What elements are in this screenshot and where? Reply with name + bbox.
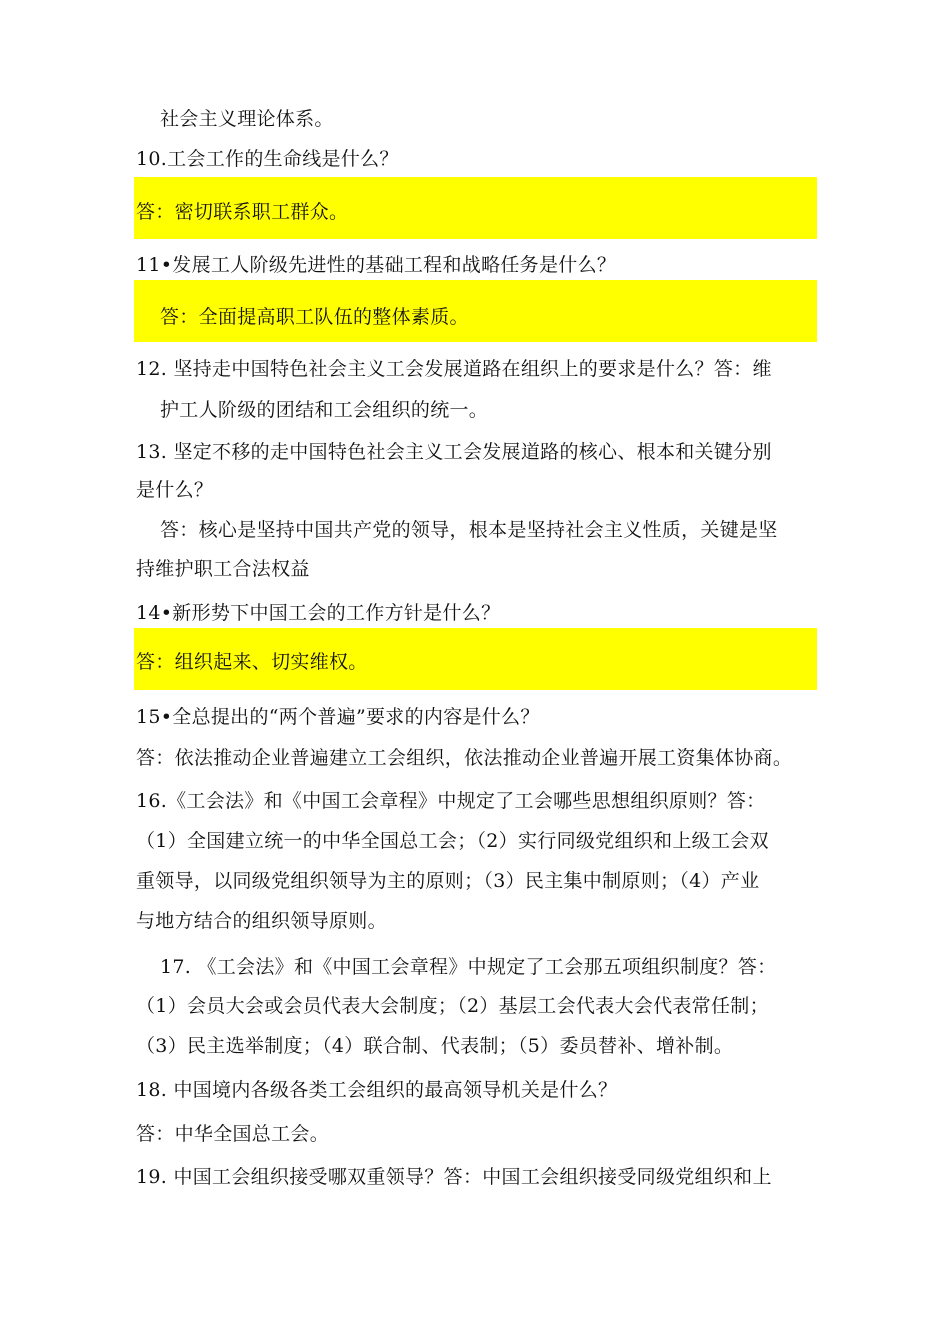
answer-17: （1）会员大会或会员代表大会制度；（2）基层工会代表大会代表常任制； (136, 995, 769, 1017)
answer-14: 答：组织起来、切实维权。 (136, 651, 368, 673)
question-16: 16.《工会法》和《中国工会章程》中规定了工会哪些思想组织原则？答： (136, 790, 766, 812)
answer-13: 答：核心是坚持中国共产党的领导，根本是坚持社会主义性质，关键是坚 (160, 519, 778, 541)
answer-16-continued: 重领导，以同级党组织领导为主的原则；（3）民主集中制原则；（4）产业 (136, 870, 760, 892)
text-line: 社会主义理论体系。 (160, 108, 334, 130)
answer-10: 答：密切联系职工群众。 (136, 201, 349, 223)
answer-11: 答：全面提高职工队伍的整体素质。 (160, 306, 469, 328)
question-14: 14•新形势下中国工会的工作方针是什么？ (136, 602, 501, 624)
question-11: 11•发展工人阶级先进性的基础工程和战略任务是什么？ (136, 254, 617, 276)
question-10: 10.工会工作的生命线是什么？ (136, 148, 399, 170)
question-17: 17. 《工会法》和《中国工会章程》中规定了工会那五项组织制度？答： (160, 956, 777, 978)
answer-13-continued: 持维护职工合法权益 (136, 558, 310, 580)
question-12: 12. 坚持走中国特色社会主义工会发展道路在组织上的要求是什么？答：维 (136, 358, 772, 380)
question-15: 15•全总提出的“两个普遍”要求的内容是什么？ (136, 706, 540, 728)
answer-18: 答：中华全国总工会。 (136, 1123, 330, 1145)
question-19: 19. 中国工会组织接受哪双重领导？答：中国工会组织接受同级党组织和上 (136, 1166, 772, 1188)
question-13-continued: 是什么？ (136, 479, 214, 501)
answer-16-continued: 与地方结合的组织领导原则。 (136, 910, 387, 932)
answer-15: 答：依法推动企业普遍建立工会组织，依法推动企业普遍开展工资集体协商。 (136, 747, 793, 769)
question-13: 13. 坚定不移的走中国特色社会主义工会发展道路的核心、根本和关键分别 (136, 441, 772, 463)
answer-17-continued: （3）民主选举制度；（4）联合制、代表制；（5）委员替补、增补制。 (136, 1035, 734, 1057)
question-12-continued: 护工人阶级的团结和工会组织的统一。 (160, 399, 489, 421)
question-18: 18. 中国境内各级各类工会组织的最高领导机关是什么？ (136, 1079, 618, 1101)
answer-16: （1）全国建立统一的中华全国总工会；（2）实行同级党组织和上级工会双 (136, 830, 769, 852)
